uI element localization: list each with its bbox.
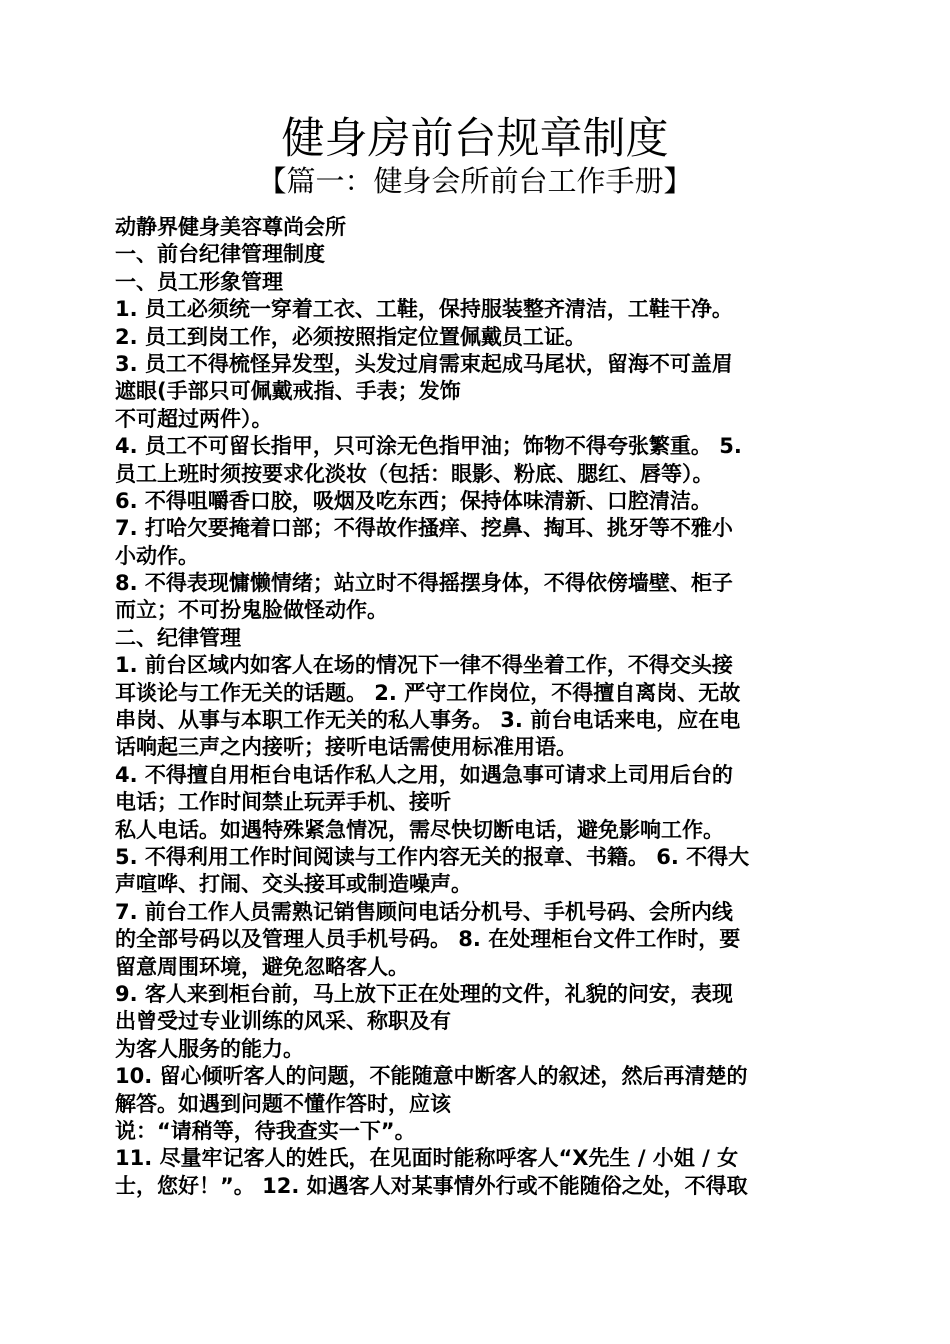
text-line: 8. 不得表现慵懒情绪；站立时不得摇摆身体，不得依傍墙壁、柜子	[115, 571, 733, 596]
text-line: 一、前台纪律管理制度	[115, 242, 325, 267]
text-line: 不可超过两件）。	[115, 406, 273, 431]
text-line: 5. 不得利用工作时间阅读与工作内容无关的报章、书籍。 6. 不得大	[115, 844, 750, 869]
text-line: 士，您好！”。 12. 如遇客人对某事情外行或不能随俗之处，不得取	[115, 1173, 748, 1198]
text-line: 耳谈论与工作无关的话题。 2. 严守工作岗位，不得擅自离岗、无故	[115, 680, 741, 705]
text-line: 4. 不得擅自用柜台电话作私人之用，如遇急事可请求上司用后台的	[115, 762, 733, 787]
text-line: 说：“请稍等，待我查实一下”。	[115, 1118, 416, 1143]
text-line: 6. 不得咀嚼香口胶，吸烟及吃东西；保持体味清新、口腔清洁。	[115, 488, 712, 513]
text-line: 留意周围环境，避免忽略客人。	[115, 954, 409, 979]
text-line: 解答。如遇到问题不懂作答时，应该	[115, 1091, 451, 1116]
text-line: 电话；工作时间禁止玩弄手机、接听	[115, 790, 451, 815]
text-line: 私人电话。如遇特殊紧急情况，需尽快切断电话，避免影响工作。	[115, 817, 724, 842]
text-line: 话响起三声之内接听；接听电话需使用标准用语。	[115, 735, 577, 760]
text-line: 4. 员工不可留长指甲，只可涂无色指甲油；饰物不得夸张繁重。 5.	[115, 434, 742, 459]
text-line: 遮眼(手部只可佩戴戒指、手表；发饰	[115, 379, 461, 404]
text-line: 一、员工形象管理	[115, 269, 283, 294]
text-line: 2. 员工到岗工作，必须按照指定位置佩戴员工证。	[115, 324, 586, 349]
text-line: 1. 员工必须统一穿着工衣、工鞋，保持服装整齐清洁，工鞋干净。	[115, 297, 733, 322]
text-line: 的全部号码以及管理人员手机号码。 8. 在处理柜台文件工作时，要	[115, 927, 741, 952]
text-line: 串岗、从事与本职工作无关的私人事务。 3. 前台电话来电，应在电	[115, 708, 741, 733]
text-line: 动静界健身美容尊尚会所	[115, 215, 346, 239]
text-line: 为客人服务的能力。	[115, 1036, 304, 1061]
text-line: 出曾受过专业训练的风采、称职及有	[115, 1009, 451, 1034]
document-body	[115, 214, 835, 1200]
text-line: 声喧哗、打闹、交头接耳或制造噪声。	[115, 872, 472, 897]
text-line: 10. 留心倾听客人的问题，不能随意中断客人的叙述，然后再清楚的	[115, 1064, 748, 1089]
text-line: 9. 客人来到柜台前，马上放下正在处理的文件，礼貌的问安，表现	[115, 981, 733, 1006]
text-line: 而立；不可扮鬼脸做怪动作。	[115, 598, 388, 623]
document-subtitle: 【篇一：健身会所前台工作手册】	[257, 164, 693, 198]
text-line: 7. 前台工作人员需熟记销售顾问电话分机号、手机号码、会所内线	[115, 899, 733, 924]
text-line: 小动作。	[115, 543, 199, 568]
text-line: 员工上班时须按要求化淡妆（包括：眼影、粉底、腮红、唇等）。	[115, 461, 714, 486]
text-line: 11. 尽量牢记客人的姓氏，在见面时能称呼客人“X先生 / 小姐 / 女	[115, 1146, 739, 1171]
document-title: 健身房前台规章制度	[281, 114, 669, 164]
text-line: 1. 前台区域内如客人在场的情况下一律不得坐着工作，不得交头接	[115, 653, 733, 678]
text-line: 3. 员工不得梳怪异发型，头发过肩需束起成马尾状，留海不可盖眉	[115, 351, 733, 376]
text-line: 二、纪律管理	[115, 625, 241, 650]
text-line: 7. 打哈欠要掩着口部；不得故作搔痒、挖鼻、掏耳、挑牙等不雅小	[115, 516, 733, 541]
